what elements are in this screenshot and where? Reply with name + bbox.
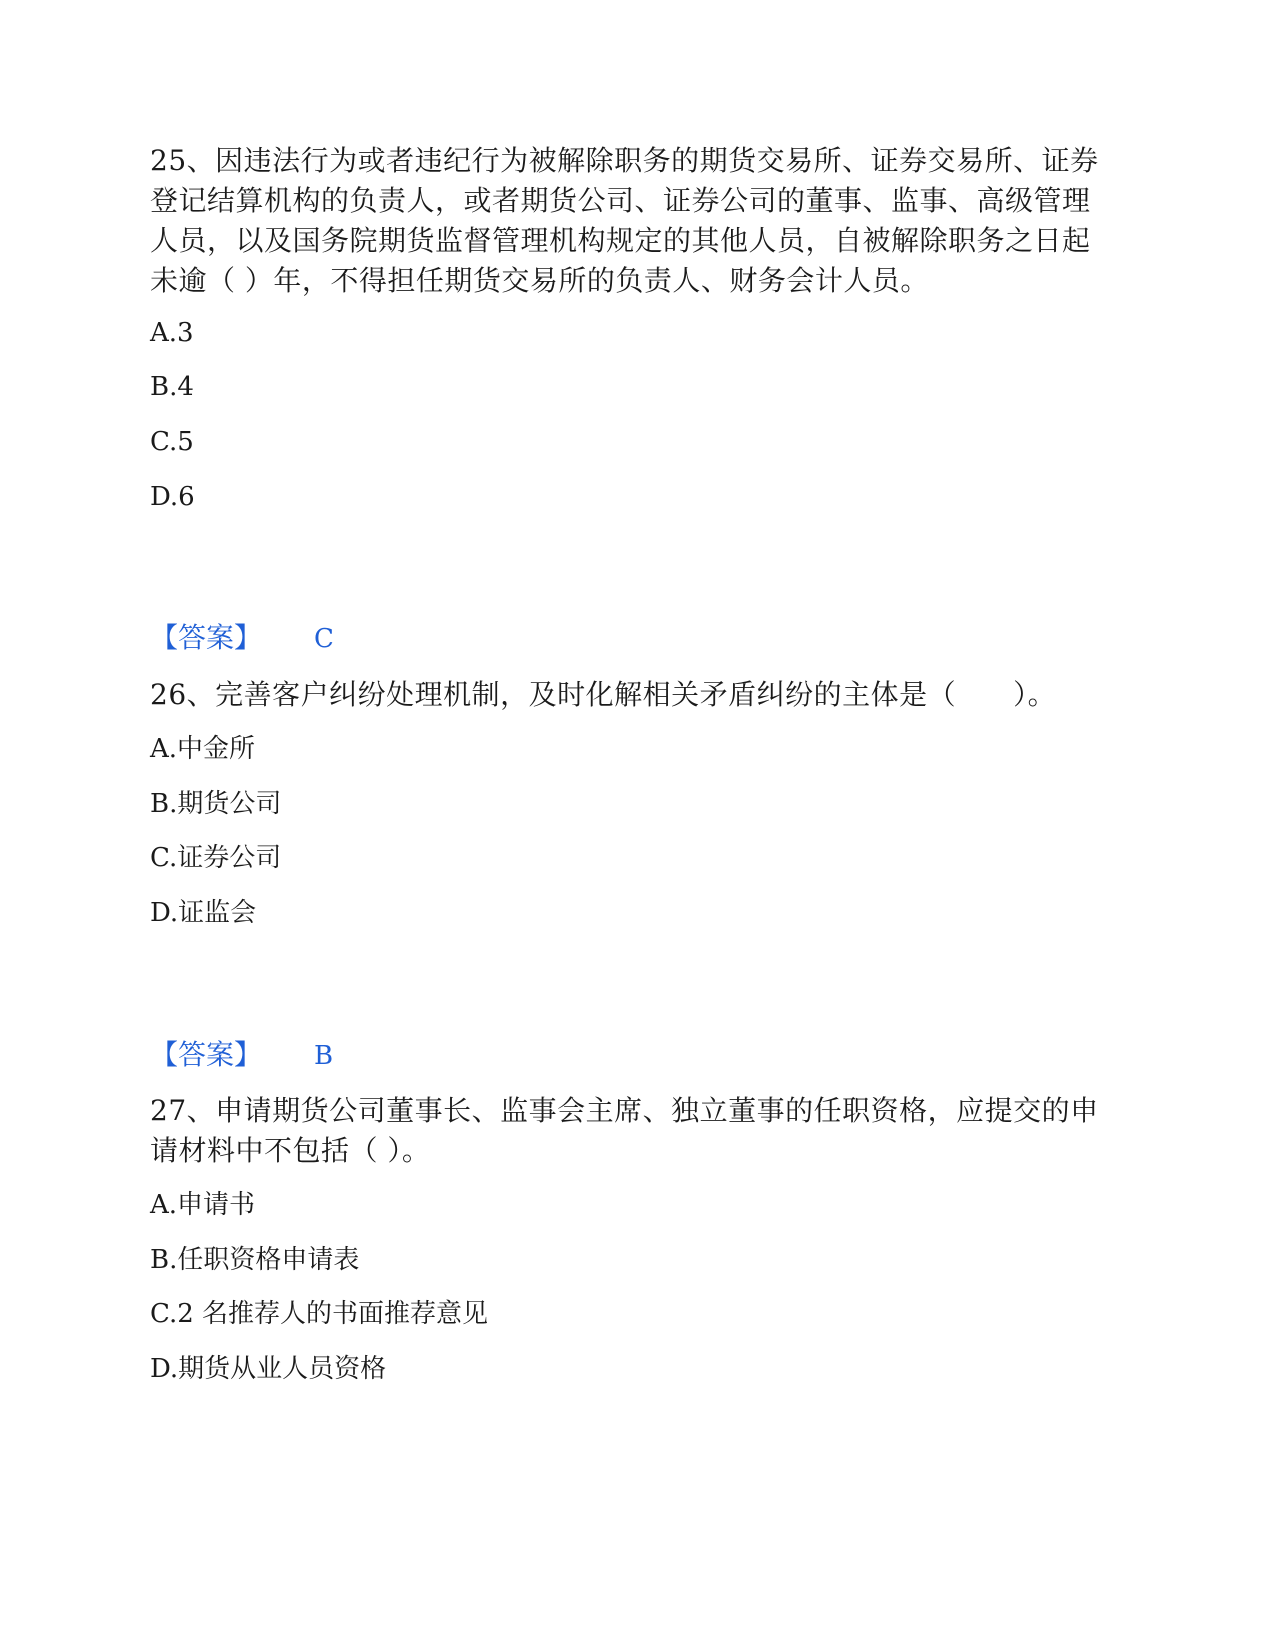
question-27-option-c: C.2 名推荐人的书面推荐意见 (150, 1299, 489, 1329)
answer-label: 【答案】 (150, 621, 263, 654)
question-26-option-a: A.中金所 (150, 734, 256, 764)
answer-label: 【答案】 (150, 1038, 263, 1071)
question-26-option-c: C.证券公司 (150, 843, 282, 873)
question-26-answer (150, 1037, 333, 1074)
question-25-option-a: A.3 (150, 318, 194, 348)
question-26-text: 26、完善客户纠纷处理机制，及时化解相关矛盾纠纷的主体是（ ）。 (150, 678, 1057, 711)
question-27-option-a: A.申请书 (150, 1190, 256, 1220)
answer-value: C (314, 624, 334, 654)
question-25-answer (150, 620, 334, 657)
question-25-text: 25、因违法行为或者违纪行为被解除职务的期货交易所、证券交易所、证券登记结算机构的负责人，或者期货公司、证券公司的董事、监事、高级管理人员，以及国务院期货监督管理机构规定的其他人员，自被解除职务之日起未逾（ ）年，不得担任期货交易所的负责人、财务会计人员。 (150, 144, 1099, 297)
question-25-option-d: D.6 (150, 482, 195, 512)
question-26-option-b: B.期货公司 (150, 789, 282, 819)
question-27-option-b: B.任职资格申请表 (150, 1245, 360, 1275)
question-25-option-b: B.4 (150, 372, 194, 402)
question-27-option-d: D.期货从业人员资格 (150, 1354, 387, 1384)
question-27-text: 27、申请期货公司董事长、监事会主席、独立董事的任职资格，应提交的申请材料中不包括（ ）。 (150, 1094, 1099, 1167)
question-25-option-c: C.5 (150, 427, 194, 457)
question-26-option-d: D.证监会 (150, 898, 257, 928)
answer-value: B (314, 1041, 334, 1071)
